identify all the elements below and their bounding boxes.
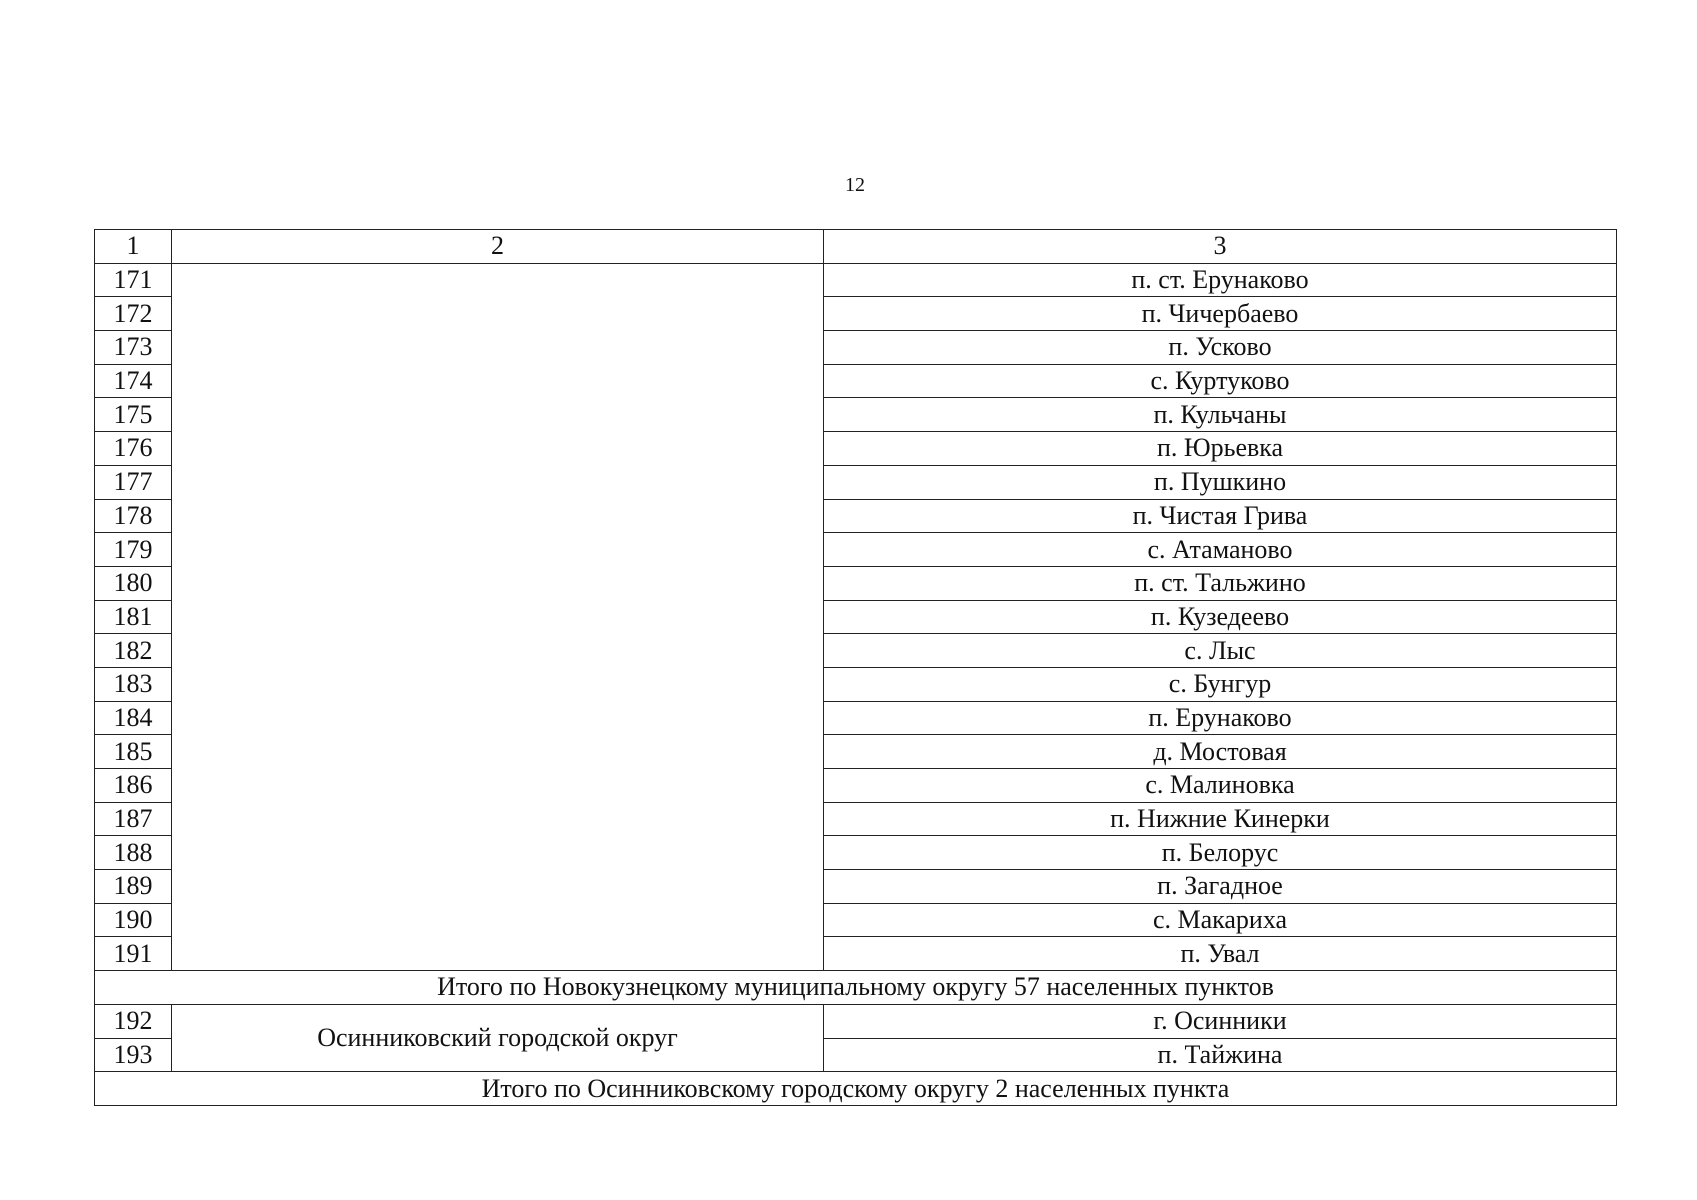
row-number: 190	[95, 903, 172, 937]
row-number: 186	[95, 769, 172, 803]
settlement-name: п. Чистая Грива	[824, 499, 1617, 533]
total-novokuznetsk: Итого по Новокузнецкому муниципальному округу 57 населенных пунктов	[95, 971, 1617, 1005]
row-number: 172	[95, 297, 172, 331]
row-number: 188	[95, 836, 172, 870]
row-number: 179	[95, 533, 172, 567]
settlement-name: п. Загадное	[824, 870, 1617, 904]
row-number: 183	[95, 667, 172, 701]
settlement-name: д. Мостовая	[824, 735, 1617, 769]
district-cell	[172, 263, 824, 970]
page-number: 12	[845, 174, 865, 196]
district-cell: Осинниковский городской округ	[172, 1004, 824, 1071]
header-cell-1: 1	[95, 230, 172, 264]
settlement-name: г. Осинники	[824, 1004, 1617, 1038]
row-number: 181	[95, 600, 172, 634]
row-number: 182	[95, 634, 172, 668]
settlement-name: п. Кузедеево	[824, 600, 1617, 634]
table-row	[95, 263, 1617, 297]
row-number: 191	[95, 937, 172, 971]
row-number: 173	[95, 331, 172, 365]
settlement-name: п. Увал	[824, 937, 1617, 971]
header-row	[95, 230, 1617, 264]
total-row	[95, 971, 1617, 1005]
row-number: 192	[95, 1004, 172, 1038]
settlement-name: с. Макариха	[824, 903, 1617, 937]
settlement-name: п. ст. Тальжино	[824, 566, 1617, 600]
settlement-name: с. Куртуково	[824, 364, 1617, 398]
row-number: 189	[95, 870, 172, 904]
row-number: 184	[95, 701, 172, 735]
settlement-name: с. Малиновка	[824, 769, 1617, 803]
row-number: 175	[95, 398, 172, 432]
table-row	[95, 1004, 1617, 1038]
settlement-name: п. Ерунаково	[824, 701, 1617, 735]
settlement-name: с. Бунгур	[824, 667, 1617, 701]
settlement-name: п. ст. Ерунаково	[824, 263, 1617, 297]
settlement-name: п. Юрьевка	[824, 432, 1617, 466]
row-number: 187	[95, 802, 172, 836]
row-number: 193	[95, 1038, 172, 1072]
settlements-table	[94, 229, 1617, 1106]
settlement-name: п. Белорус	[824, 836, 1617, 870]
settlement-name: п. Пушкино	[824, 465, 1617, 499]
settlement-name: п. Нижние Кинерки	[824, 802, 1617, 836]
total-osinniki: Итого по Осинниковскому городскому округу 2 населенных пункта	[95, 1072, 1617, 1106]
row-number: 174	[95, 364, 172, 398]
settlement-name: с. Атаманово	[824, 533, 1617, 567]
row-number: 176	[95, 432, 172, 466]
settlement-name: п. Усково	[824, 331, 1617, 365]
settlement-name: с. Лыс	[824, 634, 1617, 668]
row-number: 180	[95, 566, 172, 600]
row-number: 177	[95, 465, 172, 499]
row-number: 178	[95, 499, 172, 533]
row-number: 171	[95, 263, 172, 297]
settlement-name: п. Чичербаево	[824, 297, 1617, 331]
row-number: 185	[95, 735, 172, 769]
settlement-name: п. Тайжина	[824, 1038, 1617, 1072]
header-cell-2: 2	[172, 230, 824, 264]
total-row	[95, 1072, 1617, 1106]
settlement-name: п. Кульчаны	[824, 398, 1617, 432]
header-cell-3: 3	[824, 230, 1617, 264]
